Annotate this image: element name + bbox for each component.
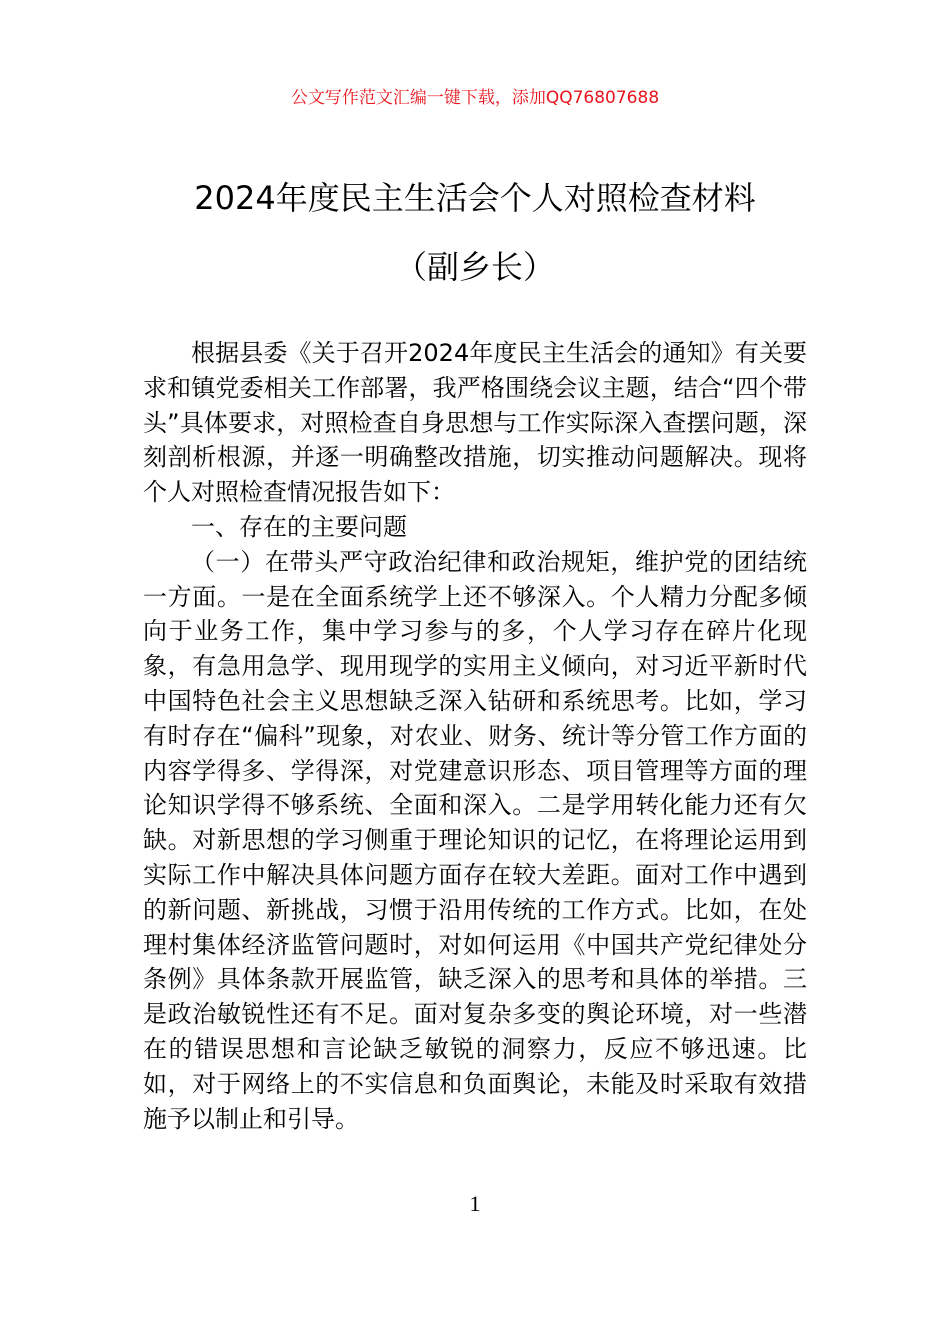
document-body (143, 336, 807, 1136)
document-title: 2024年度民主生活会个人对照检查材料 (194, 179, 756, 217)
document-subtitle: （副乡长） (394, 248, 555, 286)
body-paragraph: （一）在带头严守政治纪律和政治规矩，维护党的团结统一方面。一是在全面系统学上还不够深入。个人精力分配多倾向于业务工作，集中学习参与的多，个人学习存在碎片化现象，有急用急学、现用现学的实用主义倾向，对习近平新时代中国特色社会主义思想缺乏深入钻研和系统思考。比如，学习有时存在“偏科”现象，对农业、财务、统计等分管工作方面的内容学得多、学得深，对党建意识形态、项目管理等方面的理论知识学得不够系统、全面和深入。二是学用转化能力还有欠缺。对新思想的学习侧重于理论知识的记忆，在将理论运用到实际工作中解决具体问题方面存在较大差距。面对工作中遇到的新问题、新挑战，习惯于沿用传统的工作方式。比如，在处理村集体经济监管问题时，对如何运用《中国共产党纪律处分条例》具体条款开展监管，缺乏深入的思考和具体的举措。三是政治敏锐性还有不足。面对复杂多变的舆论环境，对一些潜在的错误思想和言论缺乏敏锐的洞察力，反应不够迅速。比如，对于网络上的不实信息和负面舆论，未能及时采取有效措施予以制止和引导。 (143, 547, 807, 1133)
page-number: 1 (469, 1191, 481, 1216)
download-promo-note: 公文写作范文汇编一键下载，添加QQ76807688 (290, 88, 660, 108)
section-heading: 一、存在的主要问题 (191, 512, 407, 541)
intro-paragraph: 根据县委《关于召开2024年度民主生活会的通知》有关要求和镇党委相关工作部署，我严格围绕会议主题，结合“四个带头”具体要求，对照检查自身思想与工作实际深入查摆问题，深刻剖析根源，并逐一明确整改措施，切实推动问题解决。现将个人对照检查情况报告如下： (143, 339, 807, 507)
